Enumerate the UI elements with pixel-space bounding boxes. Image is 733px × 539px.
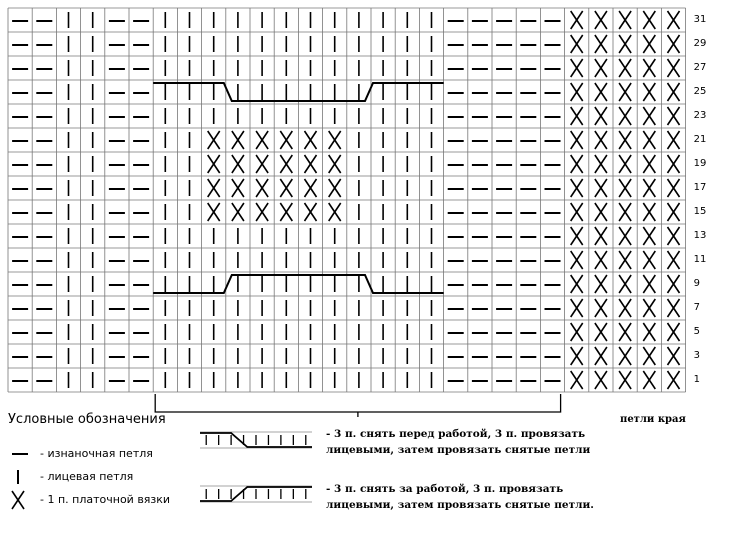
row-number: 25 bbox=[693, 86, 707, 97]
garter-stitch bbox=[232, 131, 244, 149]
garter-stitch bbox=[256, 131, 268, 149]
garter-stitch bbox=[643, 179, 655, 197]
garter-stitch bbox=[208, 179, 220, 197]
garter-stitch bbox=[668, 131, 680, 149]
garter-stitch bbox=[668, 323, 680, 341]
row-number: 21 bbox=[693, 134, 707, 145]
garter-stitch bbox=[643, 227, 655, 245]
garter-stitch bbox=[643, 11, 655, 29]
row-number: 23 bbox=[693, 110, 707, 121]
garter-stitch bbox=[595, 59, 607, 77]
garter-stitch bbox=[595, 203, 607, 221]
garter-stitch bbox=[619, 155, 631, 173]
garter-stitch bbox=[595, 323, 607, 341]
garter-stitch bbox=[595, 371, 607, 389]
garter-stitch bbox=[619, 323, 631, 341]
row-number: 7 bbox=[693, 302, 700, 313]
garter-stitch bbox=[643, 347, 655, 365]
garter-stitch bbox=[595, 35, 607, 53]
repeat-bracket bbox=[155, 394, 560, 412]
garter-stitch bbox=[668, 179, 680, 197]
garter-stitch bbox=[643, 83, 655, 101]
garter-stitch bbox=[643, 131, 655, 149]
row-number: 19 bbox=[693, 158, 707, 169]
garter-stitch bbox=[208, 131, 220, 149]
garter-stitch bbox=[668, 275, 680, 293]
garter-stitch bbox=[305, 203, 317, 221]
garter-stitch bbox=[643, 107, 655, 125]
garter-stitch bbox=[208, 203, 220, 221]
row-number: 15 bbox=[693, 206, 707, 217]
garter-stitch bbox=[619, 179, 631, 197]
garter-stitch bbox=[571, 59, 583, 77]
garter-stitch bbox=[571, 179, 583, 197]
garter-stitch bbox=[668, 299, 680, 317]
garter-stitch bbox=[643, 323, 655, 341]
row-number: 1 bbox=[693, 374, 700, 385]
garter-stitch bbox=[595, 11, 607, 29]
garter-stitch bbox=[668, 107, 680, 125]
garter-stitch bbox=[571, 131, 583, 149]
garter-stitch bbox=[329, 203, 341, 221]
legend-cable-back-line2: лицевыми, затем провязать снятые петли. bbox=[326, 499, 594, 511]
garter-stitch bbox=[643, 203, 655, 221]
garter-stitch bbox=[668, 59, 680, 77]
garter-stitch bbox=[619, 371, 631, 389]
edge-stitches-label: петли края bbox=[620, 414, 686, 425]
garter-stitch bbox=[668, 203, 680, 221]
garter-stitch bbox=[571, 275, 583, 293]
garter-stitch bbox=[571, 107, 583, 125]
legend-title: Условные обозначения bbox=[8, 412, 166, 427]
legend-garter-label: - 1 п. платочной вязки bbox=[40, 493, 171, 506]
garter-stitch bbox=[571, 35, 583, 53]
legend-cable-back-line1: - 3 п. снять за работой, 3 п. провязать bbox=[326, 483, 564, 495]
garter-stitch bbox=[571, 203, 583, 221]
row-number: 17 bbox=[693, 182, 707, 193]
garter-stitch bbox=[571, 83, 583, 101]
garter-stitch bbox=[643, 59, 655, 77]
garter-stitch bbox=[619, 131, 631, 149]
garter-stitch bbox=[305, 155, 317, 173]
garter-stitch bbox=[280, 203, 292, 221]
garter-stitch bbox=[595, 347, 607, 365]
garter-stitch bbox=[595, 155, 607, 173]
legend-cable-front-icon bbox=[200, 432, 312, 448]
garter-stitch bbox=[256, 203, 268, 221]
row-number: 9 bbox=[693, 278, 700, 289]
garter-stitch bbox=[668, 83, 680, 101]
garter-stitch bbox=[208, 155, 220, 173]
garter-stitch bbox=[668, 155, 680, 173]
row-number: 13 bbox=[693, 230, 707, 241]
garter-stitch bbox=[643, 371, 655, 389]
garter-stitch bbox=[329, 179, 341, 197]
garter-stitch bbox=[668, 227, 680, 245]
garter-stitch bbox=[280, 179, 292, 197]
garter-stitch bbox=[571, 251, 583, 269]
garter-stitch bbox=[619, 227, 631, 245]
garter-stitch bbox=[595, 107, 607, 125]
garter-stitch bbox=[668, 11, 680, 29]
garter-stitch bbox=[571, 299, 583, 317]
garter-stitch bbox=[571, 371, 583, 389]
garter-stitch bbox=[571, 323, 583, 341]
garter-stitch bbox=[595, 227, 607, 245]
garter-stitch bbox=[329, 131, 341, 149]
garter-stitch bbox=[305, 179, 317, 197]
garter-stitch bbox=[619, 83, 631, 101]
garter-stitch bbox=[595, 179, 607, 197]
legend-cable-front-line1: - 3 п. снять перед работой, 3 п. провязать bbox=[326, 428, 586, 440]
legend-purl-label: - изнаночная петля bbox=[40, 447, 153, 460]
garter-stitch bbox=[619, 11, 631, 29]
garter-stitch bbox=[619, 275, 631, 293]
repeat-brackets bbox=[155, 394, 560, 417]
garter-stitch bbox=[619, 35, 631, 53]
chart-grid bbox=[8, 8, 686, 392]
garter-stitch bbox=[643, 155, 655, 173]
garter-stitch bbox=[571, 11, 583, 29]
garter-stitch bbox=[595, 299, 607, 317]
garter-stitch bbox=[619, 203, 631, 221]
garter-stitch bbox=[571, 227, 583, 245]
garter-stitch bbox=[619, 59, 631, 77]
garter-stitch bbox=[571, 155, 583, 173]
garter-stitch bbox=[643, 299, 655, 317]
garter-stitch bbox=[595, 251, 607, 269]
garter-stitch bbox=[595, 275, 607, 293]
garter-stitch bbox=[668, 35, 680, 53]
garter-stitch bbox=[668, 251, 680, 269]
garter-stitch bbox=[305, 131, 317, 149]
row-number: 29 bbox=[693, 38, 707, 49]
garter-stitch bbox=[619, 299, 631, 317]
garter-stitch bbox=[12, 491, 24, 509]
garter-stitch bbox=[232, 203, 244, 221]
row-number: 11 bbox=[693, 254, 707, 265]
row-number: 27 bbox=[693, 62, 707, 73]
garter-stitch bbox=[280, 131, 292, 149]
row-number: 3 bbox=[693, 350, 700, 361]
garter-stitch bbox=[595, 131, 607, 149]
garter-stitch bbox=[571, 347, 583, 365]
garter-stitch bbox=[643, 251, 655, 269]
garter-stitch bbox=[668, 371, 680, 389]
garter-stitch bbox=[643, 35, 655, 53]
garter-stitch bbox=[280, 155, 292, 173]
legend-cable-front-line2: лицевыми, затем провязать снятые петли bbox=[326, 444, 591, 456]
garter-stitch bbox=[619, 107, 631, 125]
garter-stitch bbox=[668, 347, 680, 365]
garter-stitch bbox=[619, 347, 631, 365]
garter-stitch bbox=[595, 83, 607, 101]
garter-stitch bbox=[232, 179, 244, 197]
garter-stitch bbox=[619, 251, 631, 269]
garter-stitch bbox=[329, 155, 341, 173]
row-number: 31 bbox=[693, 14, 707, 25]
row-number: 5 bbox=[693, 326, 700, 337]
legend-knit-label: - лицевая петля bbox=[40, 470, 134, 483]
garter-stitch bbox=[232, 155, 244, 173]
garter-stitch bbox=[256, 155, 268, 173]
garter-stitch bbox=[256, 179, 268, 197]
garter-stitch bbox=[643, 275, 655, 293]
legend-cable-back-icon bbox=[200, 486, 312, 502]
